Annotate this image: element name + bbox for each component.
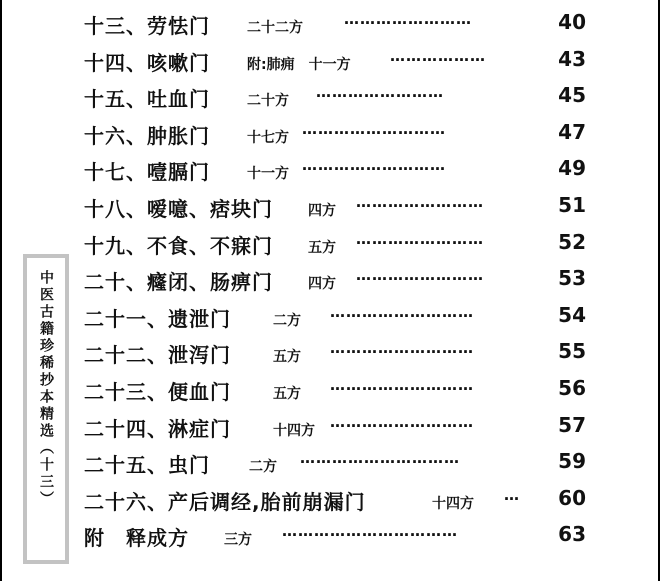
toc-entry-title: 二十四、淋症门 xyxy=(84,416,231,441)
toc-entry-page: 56 xyxy=(558,375,586,400)
toc-leader-dots: …………………… xyxy=(356,229,484,248)
toc-leader-dots: …………………………… xyxy=(282,522,458,541)
toc-leader-dots: ……………………… xyxy=(330,375,474,394)
toc-entry-page: 53 xyxy=(558,266,586,291)
toc-entry-note: 附:肺痈 十一方 xyxy=(247,56,351,73)
toc-entry[interactable] xyxy=(84,335,584,372)
toc-leader-dots: … xyxy=(504,485,520,504)
toc-entry-page: 60 xyxy=(558,485,586,510)
toc-entry[interactable] xyxy=(84,116,584,153)
toc-entry-title: 二十六、产后调经,胎前崩漏门 xyxy=(84,489,366,514)
toc-entry-note: 十四方 xyxy=(432,495,474,512)
toc-entry[interactable] xyxy=(84,445,584,482)
toc-entry-title: 十四、咳嗽门 xyxy=(84,50,210,75)
toc-entry[interactable] xyxy=(84,79,584,116)
toc-entry-title: 十三、劳怯门 xyxy=(84,14,210,38)
toc-entry-title: 二十二、泄泻门 xyxy=(84,343,231,368)
toc-entry-note: 二十二方 xyxy=(247,20,303,36)
toc-entry-note: 五方 xyxy=(308,239,336,256)
toc-leader-dots: …………………… xyxy=(316,83,444,102)
toc-entry-page: 57 xyxy=(558,412,586,437)
toc-entry-page: 49 xyxy=(558,156,586,181)
toc-entry-page: 47 xyxy=(558,119,586,144)
toc-entry-title: 十八、嗳噫、痞块门 xyxy=(84,196,273,221)
series-label-box xyxy=(23,254,69,564)
toc-entry[interactable] xyxy=(84,299,584,336)
series-label: 中医古籍珍稀抄本精选（十三） xyxy=(38,270,54,508)
left-margin-rule xyxy=(0,0,2,581)
toc-entry[interactable] xyxy=(84,372,584,409)
toc-entry-title: 二十五、虫门 xyxy=(84,453,210,478)
toc-entry-page: 40 xyxy=(558,10,586,34)
toc-entry-page: 51 xyxy=(558,192,586,217)
toc-entry[interactable] xyxy=(84,482,584,519)
toc-entry[interactable] xyxy=(84,152,584,189)
toc-entry[interactable] xyxy=(84,226,584,263)
toc-entry-title: 十九、不食、不寐门 xyxy=(84,233,273,258)
toc-entry-title: 二十、癃闭、肠痹门 xyxy=(84,270,273,295)
toc-entry-note: 二方 xyxy=(249,459,277,476)
toc-entry-page: 54 xyxy=(558,302,586,327)
toc-entry-page: 55 xyxy=(558,339,586,364)
toc-leader-dots: ……………………… xyxy=(330,302,474,321)
toc-entry[interactable] xyxy=(84,518,584,555)
toc-entry-page: 45 xyxy=(558,83,586,108)
toc-entry-page: 59 xyxy=(558,449,586,474)
toc-leader-dots: ……………………… xyxy=(302,156,446,175)
toc-entry-title: 二十一、遗泄门 xyxy=(84,306,231,331)
toc-entry-note: 十七方 xyxy=(247,129,289,146)
toc-entry-title: 二十三、便血门 xyxy=(84,379,231,404)
toc-leader-dots: ……………………… xyxy=(330,339,474,358)
toc-entry-note: 五方 xyxy=(273,385,301,402)
toc-entry-title: 十五、吐血门 xyxy=(84,87,210,112)
toc-leader-dots: ……………………… xyxy=(330,412,474,431)
toc-entry-note: 五方 xyxy=(273,349,301,366)
table-of-contents xyxy=(84,6,584,555)
toc-entry-note: 二方 xyxy=(273,312,301,329)
toc-leader-dots: …………………… xyxy=(356,192,484,211)
toc-entry-title: 十七、噎膈门 xyxy=(84,160,210,185)
toc-entry[interactable] xyxy=(84,262,584,299)
toc-entry-page: 52 xyxy=(558,229,586,254)
toc-entry-note: 四方 xyxy=(308,202,336,219)
toc-entry[interactable] xyxy=(84,189,584,226)
toc-entry-note: 二十方 xyxy=(247,93,289,110)
toc-leader-dots: ……………………… xyxy=(302,119,446,138)
toc-leader-dots: ………………………… xyxy=(300,449,460,468)
toc-entry-note: 十一方 xyxy=(247,166,289,183)
toc-entry-note: 四方 xyxy=(308,276,336,293)
toc-leader-dots: …………………… xyxy=(356,266,484,285)
toc-leader-dots: …………………… xyxy=(344,10,472,28)
toc-entry-title: 附 释成方 xyxy=(84,526,189,551)
toc-entry[interactable] xyxy=(84,6,584,43)
toc-entry[interactable] xyxy=(84,409,584,446)
toc-entry-page: 63 xyxy=(558,522,586,547)
toc-entry-title: 十六、肿胀门 xyxy=(84,123,210,148)
toc-entry[interactable] xyxy=(84,43,584,80)
toc-leader-dots: ……………… xyxy=(390,46,486,65)
toc-entry-note: 十四方 xyxy=(273,422,315,439)
toc-entry-page: 43 xyxy=(558,46,586,71)
toc-entry-note: 三方 xyxy=(224,532,252,549)
